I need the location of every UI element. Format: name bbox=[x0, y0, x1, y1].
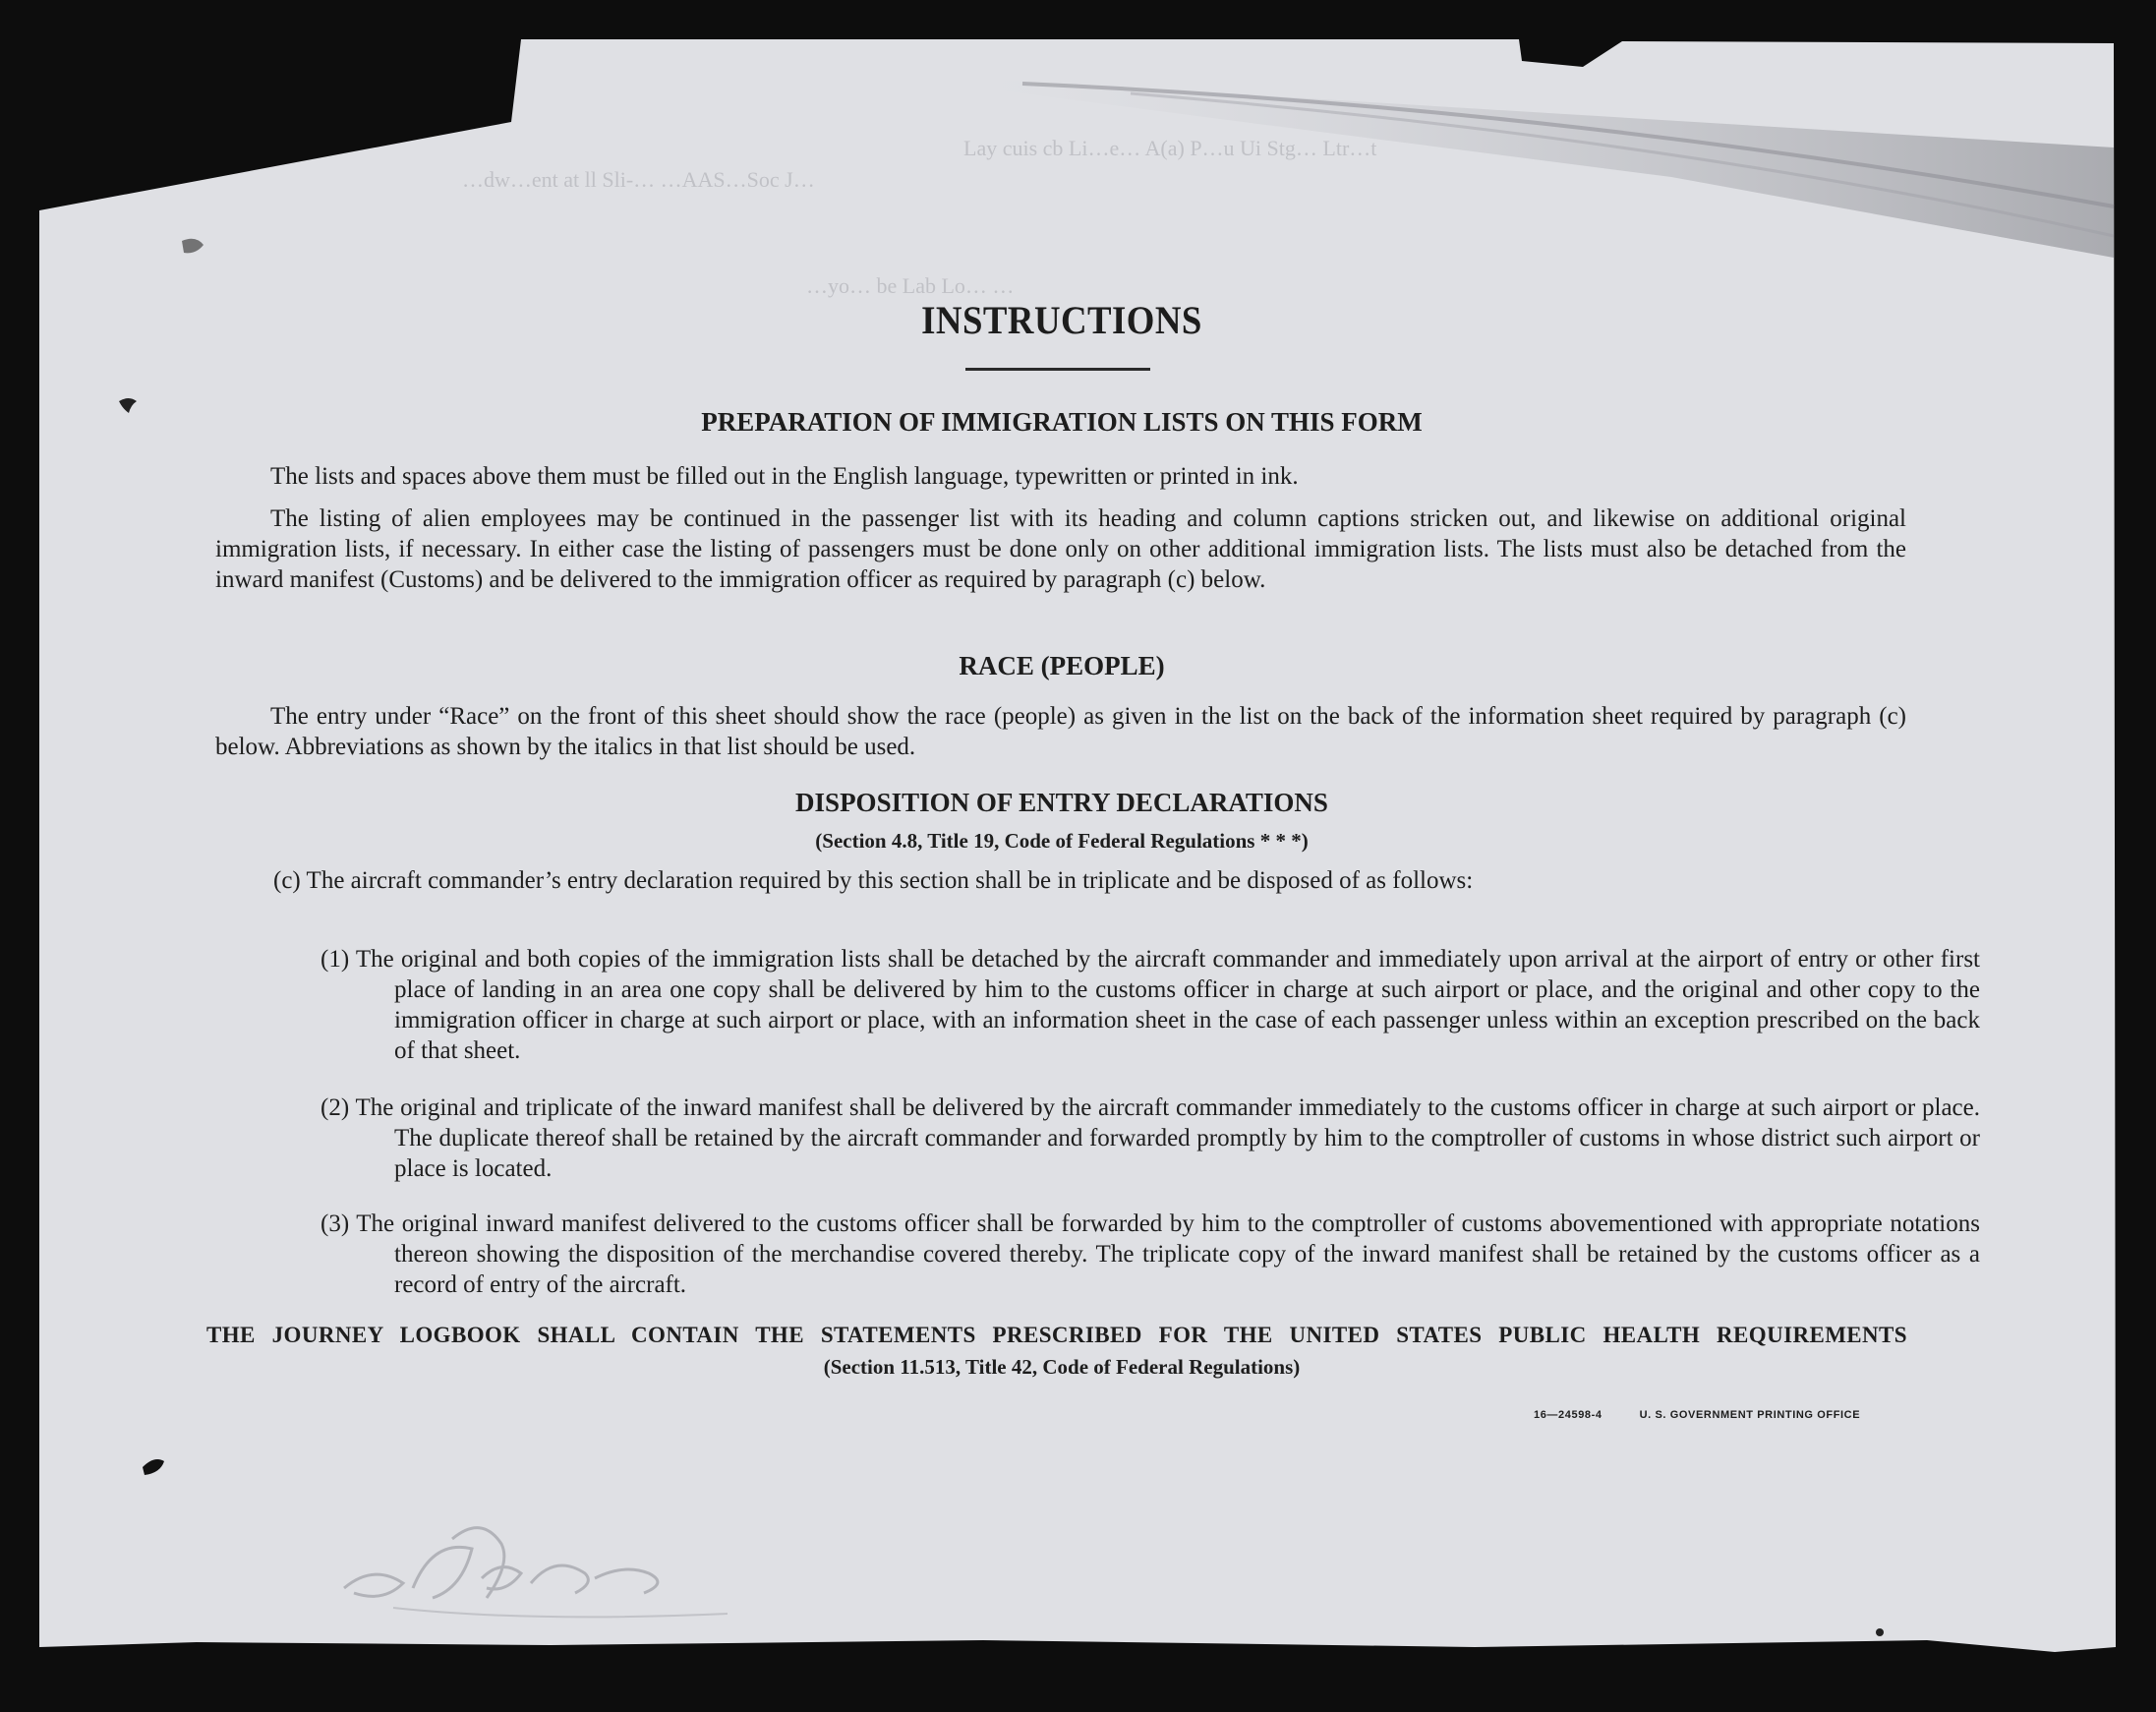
ink-dot bbox=[1876, 1628, 1884, 1636]
preparation-paragraph-1: The lists and spaces above them must be filled out in the English language, typewritten or printed in ink. bbox=[270, 463, 1299, 490]
printer-line bbox=[1534, 1409, 1897, 1421]
item-number: (3) bbox=[320, 1210, 350, 1237]
disposition-item-1 bbox=[320, 944, 1980, 1066]
footer-heading: THE JOURNEY LOGBOOK SHALL CONTAIN THE STATEMENTS PRESCRIBED FOR THE UNITED STATES PUBLIC HEALTH REQUIREMENTS bbox=[206, 1323, 1907, 1347]
title-underline bbox=[965, 368, 1150, 371]
disposition-heading: DISPOSITION OF ENTRY DECLARATIONS bbox=[795, 788, 1328, 817]
disposition-item-3 bbox=[320, 1209, 1980, 1300]
item-text: The original inward manifest delivered to the customs officer shall be forwarded by him to the comptroller of customs abovementioned with appropriate notations thereon showing the disposition of the merchandise covered thereby. The triplicate copy of the inward manifest shall be retained by the customs officer as a record of entry of the aircraft. bbox=[356, 1210, 1980, 1298]
show-through-text-3: …yo… be Lab Lo… … bbox=[806, 273, 1015, 298]
item-number: (1) bbox=[320, 946, 350, 973]
item-text: The original and triplicate of the inward manifest shall be delivered by the aircraft commander immediately to the customs officer in charge at such airport or place. The duplicate thereof shall be retained by the aircraft commander and forwarded promptly by him to the comptroller of customs in whose district such airport or place is located. bbox=[355, 1094, 1980, 1182]
footer-citation: (Section 11.513, Title 42, Code of Federal Regulations) bbox=[823, 1355, 1301, 1379]
printer-name: U. S. GOVERNMENT PRINTING OFFICE bbox=[1639, 1409, 1861, 1421]
preparation-heading: PREPARATION OF IMMIGRATION LISTS ON THIS FORM bbox=[701, 407, 1423, 437]
form-number: 16—24598-4 bbox=[1534, 1409, 1602, 1421]
item-number: (2) bbox=[320, 1094, 350, 1121]
race-paragraph: The entry under “Race” on the front of this sheet should show the race (people) as given in the list on the back of the information sheet required by paragraph (c) below. Abbreviations as shown by the italics in that list should be used. bbox=[215, 703, 1906, 760]
disposition-intro: (c) The aircraft commander’s entry declaration required by this section shall be in triplicate and be disposed of as follows: bbox=[273, 867, 1474, 894]
handwritten-signature bbox=[334, 1519, 728, 1627]
disposition-citation: (Section 4.8, Title 19, Code of Federal Regulations * * *) bbox=[815, 829, 1309, 853]
race-heading: RACE (PEOPLE) bbox=[959, 651, 1165, 680]
show-through-text-1: Lay cuis cb Li…e… A(a) P…u Ui Stg… Ltr…t bbox=[963, 136, 1377, 160]
disposition-item-2 bbox=[320, 1092, 1980, 1184]
preparation-paragraph-2: The listing of alien employees may be continued in the passenger list with its heading and column captions stricken out, and likewise on additional original immigration lists, if necessary. In either case the listing of passengers must be done only on other additional immigration lists. The lists must also be detached from the inward manifest (Customs) and be delivered to the immigration officer as required by paragraph (c) below. bbox=[215, 505, 1906, 593]
show-through-text-2: …dw…ent at ll Sli-… …AAS…Soc J… bbox=[462, 167, 815, 192]
item-text: The original and both copies of the immigration lists shall be detached by the aircraft commander and immediately upon arrival at the airport of entry or other first place of landing in an area one copy shall be delivered by him to the customs officer in charge at such airport or place, and the original and other copy to the immigration officer in charge at such airport or place, with an information sheet in the case of each passenger unless within an exception prescribed on the back of that sheet. bbox=[355, 946, 1980, 1064]
document-title: INSTRUCTIONS bbox=[921, 298, 1202, 342]
